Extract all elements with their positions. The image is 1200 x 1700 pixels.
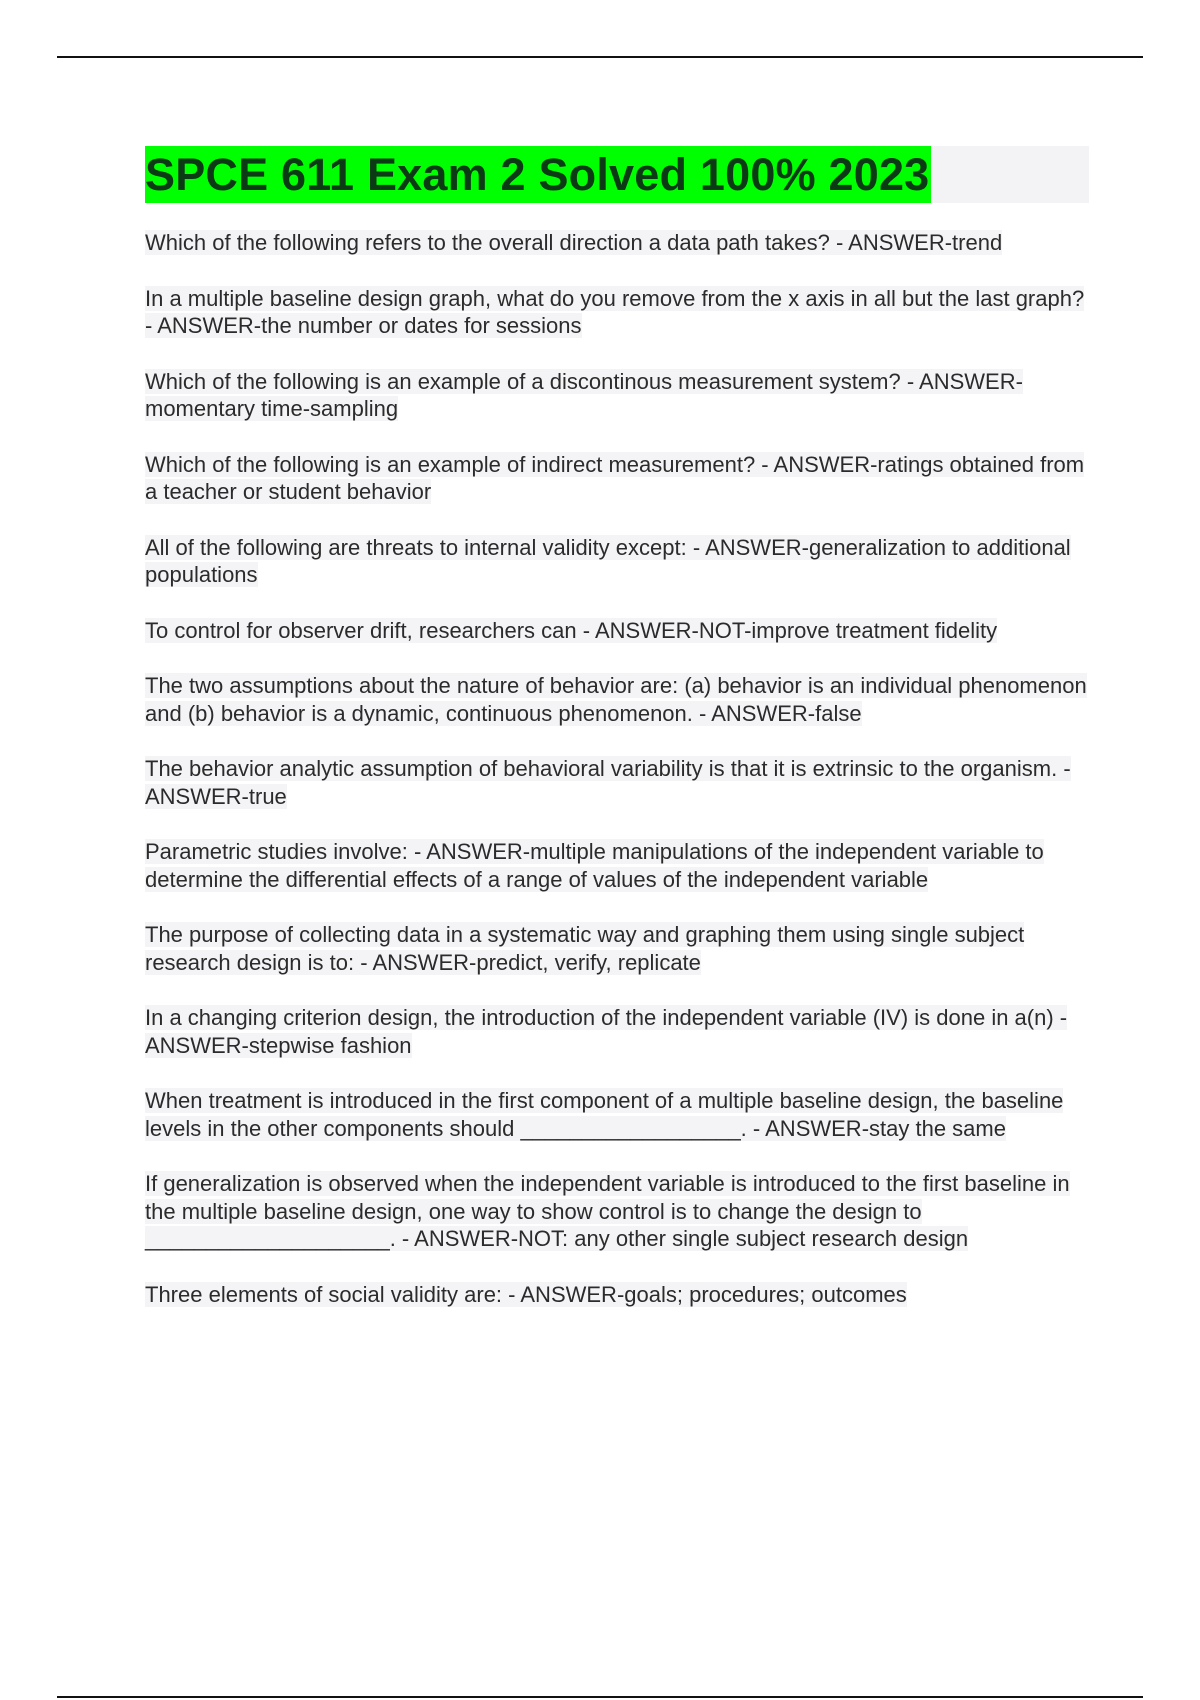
document-title: SPCE 611 Exam 2 Solved 100% 2023 [145, 146, 931, 203]
qa-item: Which of the following is an example of indirect measurement? - ANSWER-ratings obtained from a teacher or student behavior [145, 451, 1085, 504]
qa-item: The two assumptions about the nature of behavior are: (a) behavior is an individual phenomenon and (b) behavior is a dynamic, continuous phenomenon. - ANSWER-false [145, 673, 1087, 726]
qa-item: Which of the following is an example of a discontinous measurement system? - ANSWER-momentary time-sampling [145, 368, 1023, 421]
qa-item: All of the following are threats to internal validity except: - ANSWER-generalization to additional populations [145, 534, 1071, 587]
qa-item: If generalization is observed when the independent variable is introduced to the first baseline in the multiple baseline design, one way to show control is to change the design to ____________________. - ANSWER-NOT: any other single subject research design [145, 1171, 1070, 1251]
qa-item: Parametric studies involve: - ANSWER-multiple manipulations of the independent variable to determine the differential effects of a range of values of the independent variable [145, 839, 1044, 892]
qa-item: To control for observer drift, researchers can - ANSWER-NOT-improve treatment fidelity [145, 617, 998, 643]
document-body [145, 146, 1089, 1336]
qa-item: In a changing criterion design, the introduction of the independent variable (IV) is done in a(n) - ANSWER-stepwise fashion [145, 1005, 1068, 1058]
qa-item: Three elements of social validity are: - ANSWER-goals; procedures; outcomes [145, 1281, 907, 1307]
qa-list [145, 229, 1089, 1308]
title-band [145, 146, 1089, 203]
bottom-rule [57, 1696, 1143, 1698]
qa-item: Which of the following refers to the overall direction a data path takes? - ANSWER-trend [145, 230, 1003, 255]
qa-item: In a multiple baseline design graph, what do you remove from the x axis in all but the last graph? - ANSWER-the number or dates for sessions [145, 285, 1085, 338]
top-rule [57, 56, 1143, 58]
qa-item: The purpose of collecting data in a systematic way and graphing them using single subject research design is to: - ANSWER-predict, verify, replicate [145, 922, 1025, 975]
qa-item: When treatment is introduced in the first component of a multiple baseline design, the baseline levels in the other components should __________________. - ANSWER-stay the same [145, 1088, 1064, 1141]
qa-item: The behavior analytic assumption of behavioral variability is that it is extrinsic to the organism. - ANSWER-true [145, 756, 1071, 809]
